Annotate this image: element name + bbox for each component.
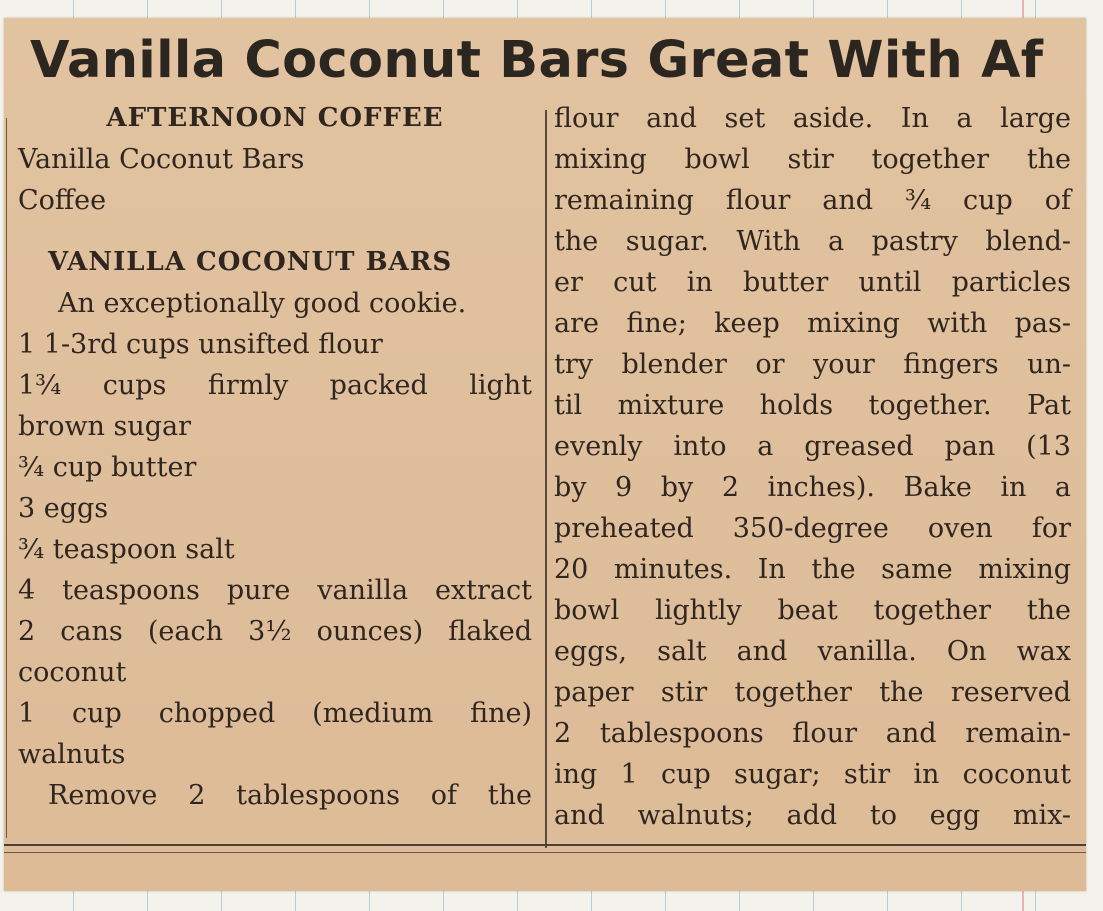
ingredient-line: brown sugar <box>18 411 192 442</box>
ingredient-line: ¾ cup butter <box>18 452 197 483</box>
column-rule-left <box>6 118 7 838</box>
recipe-intro: An exceptionally good cookie. <box>58 288 467 319</box>
method-line: til mixture holds together. Pat <box>554 390 1071 421</box>
ingredient-line: walnuts <box>18 739 126 770</box>
method-line: by 9 by 2 inches). Bake in a <box>554 472 1071 503</box>
method-line: preheated 350-degree oven for <box>554 513 1071 544</box>
menu-item: Coffee <box>18 185 107 216</box>
method-line: try blender or your fingers un- <box>554 349 1071 380</box>
method-line: 2 tablespoons flour and remain- <box>554 718 1071 749</box>
ingredient-line: ¾ teaspoon salt <box>18 534 235 565</box>
method-line: Remove 2 tablespoons of the <box>48 780 532 811</box>
method-line: remaining flour and ¾ cup of <box>554 185 1071 216</box>
method-line: are fine; keep mixing with pas- <box>554 308 1071 339</box>
headline: Vanilla Coconut Bars Great With Af <box>30 31 1044 90</box>
left-column <box>18 98 532 816</box>
menu-item: Vanilla Coconut Bars <box>18 144 305 175</box>
method-line: ing 1 cup sugar; stir in coconut <box>554 759 1071 790</box>
newspaper-clipping <box>4 18 1086 891</box>
method-line: and walnuts; add to egg mix- <box>554 800 1071 831</box>
spacer <box>18 221 532 242</box>
method-line: mixing bowl stir together the <box>554 144 1071 175</box>
ingredient-line: coconut <box>18 657 127 688</box>
method-line: bowl lightly beat together the <box>554 595 1071 626</box>
method-line: evenly into a greased pan (13 <box>554 431 1071 462</box>
right-column <box>554 98 1071 836</box>
bottom-rule <box>4 844 1086 846</box>
method-line: flour and set aside. In a large <box>554 103 1071 134</box>
ingredient-line: 2 cans (each 3½ ounces) flaked <box>18 616 532 647</box>
ingredient-line: 1 1-3rd cups unsifted flour <box>18 329 383 360</box>
method-line: er cut in butter until particles <box>554 267 1071 298</box>
column-divider <box>545 110 547 848</box>
method-line: 20 minutes. In the same mixing <box>554 554 1071 585</box>
recipe-title: VANILLA COCONUT BARS <box>48 247 453 277</box>
method-line: eggs, salt and vanilla. On wax <box>554 636 1071 667</box>
bottom-rule-thin <box>4 852 1086 853</box>
ingredient-line: 4 teaspoons pure vanilla extract <box>18 575 532 606</box>
ingredient-line: 1 cup chopped (medium fine) <box>18 698 532 729</box>
method-line: paper stir together the reserved <box>554 677 1071 708</box>
method-line: the sugar. With a pastry blend- <box>554 226 1071 257</box>
menu-heading: AFTERNOON COFFEE <box>106 103 444 133</box>
ingredient-line: 3 eggs <box>18 493 109 524</box>
ingredient-line: 1¾ cups firmly packed light <box>18 370 532 401</box>
